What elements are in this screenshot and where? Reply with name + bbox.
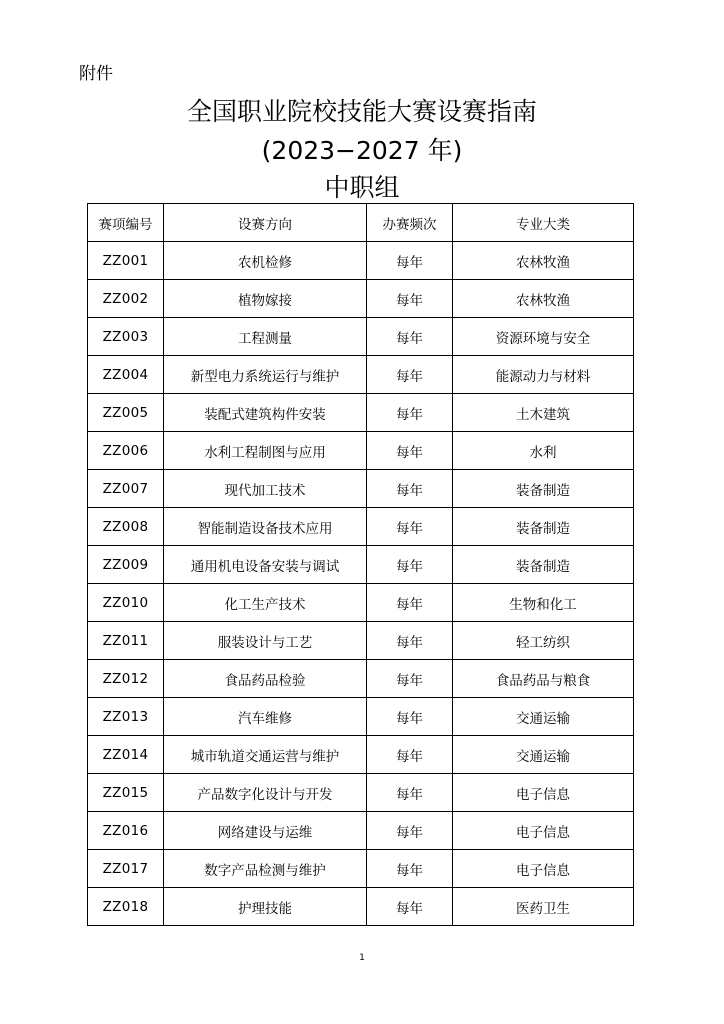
cell-direction: 农机检修 bbox=[164, 242, 367, 280]
cell-category: 装备制造 bbox=[453, 508, 634, 546]
cell-category: 医药卫生 bbox=[453, 888, 634, 926]
cell-frequency: 每年 bbox=[367, 280, 453, 318]
cell-code: ZZ014 bbox=[88, 736, 164, 774]
cell-direction: 植物嫁接 bbox=[164, 280, 367, 318]
table-row bbox=[88, 432, 634, 470]
cell-direction: 网络建设与运维 bbox=[164, 812, 367, 850]
cell-frequency: 每年 bbox=[367, 546, 453, 584]
cell-category: 资源环境与安全 bbox=[453, 318, 634, 356]
cell-frequency: 每年 bbox=[367, 356, 453, 394]
cell-code: ZZ009 bbox=[88, 546, 164, 584]
cell-direction: 水利工程制图与应用 bbox=[164, 432, 367, 470]
cell-code: ZZ008 bbox=[88, 508, 164, 546]
table-header-row bbox=[88, 204, 634, 242]
cell-category: 轻工纺织 bbox=[453, 622, 634, 660]
document-title: 全国职业院校技能大赛设赛指南 bbox=[186, 97, 537, 126]
cell-direction: 化工生产技术 bbox=[164, 584, 367, 622]
cell-code: ZZ004 bbox=[88, 356, 164, 394]
cell-direction: 工程测量 bbox=[164, 318, 367, 356]
cell-direction: 通用机电设备安装与调试 bbox=[164, 546, 367, 584]
cell-category: 食品药品与粮食 bbox=[453, 660, 634, 698]
cell-frequency: 每年 bbox=[367, 850, 453, 888]
cell-direction: 数字产品检测与维护 bbox=[164, 850, 367, 888]
cell-code: ZZ017 bbox=[88, 850, 164, 888]
cell-code: ZZ006 bbox=[88, 432, 164, 470]
cell-frequency: 每年 bbox=[367, 470, 453, 508]
cell-direction: 装配式建筑构件安装 bbox=[164, 394, 367, 432]
table-row bbox=[88, 736, 634, 774]
competition-table bbox=[87, 203, 634, 926]
cell-category: 水利 bbox=[453, 432, 634, 470]
table-row bbox=[88, 242, 634, 280]
header-category: 专业大类 bbox=[453, 204, 634, 242]
cell-frequency: 每年 bbox=[367, 812, 453, 850]
table-body bbox=[88, 242, 634, 926]
cell-code: ZZ015 bbox=[88, 774, 164, 812]
cell-direction: 产品数字化设计与开发 bbox=[164, 774, 367, 812]
table-row bbox=[88, 584, 634, 622]
table-row bbox=[88, 356, 634, 394]
cell-category: 装备制造 bbox=[453, 546, 634, 584]
cell-frequency: 每年 bbox=[367, 242, 453, 280]
cell-frequency: 每年 bbox=[367, 888, 453, 926]
cell-code: ZZ012 bbox=[88, 660, 164, 698]
cell-direction: 智能制造设备技术应用 bbox=[164, 508, 367, 546]
cell-category: 能源动力与材料 bbox=[453, 356, 634, 394]
table-row bbox=[88, 850, 634, 888]
cell-frequency: 每年 bbox=[367, 584, 453, 622]
cell-frequency: 每年 bbox=[367, 508, 453, 546]
cell-code: ZZ016 bbox=[88, 812, 164, 850]
cell-category: 农林牧渔 bbox=[453, 280, 634, 318]
cell-code: ZZ001 bbox=[88, 242, 164, 280]
cell-frequency: 每年 bbox=[367, 432, 453, 470]
cell-frequency: 每年 bbox=[367, 394, 453, 432]
document-period: (2023−2027 年) bbox=[261, 136, 463, 165]
cell-code: ZZ002 bbox=[88, 280, 164, 318]
cell-category: 生物和化工 bbox=[453, 584, 634, 622]
cell-direction: 护理技能 bbox=[164, 888, 367, 926]
page-number: 1 bbox=[359, 953, 365, 963]
cell-category: 电子信息 bbox=[453, 774, 634, 812]
cell-direction: 新型电力系统运行与维护 bbox=[164, 356, 367, 394]
table-row bbox=[88, 280, 634, 318]
cell-code: ZZ005 bbox=[88, 394, 164, 432]
cell-direction: 汽车维修 bbox=[164, 698, 367, 736]
cell-frequency: 每年 bbox=[367, 660, 453, 698]
cell-category: 农林牧渔 bbox=[453, 242, 634, 280]
table-row bbox=[88, 660, 634, 698]
table-row bbox=[88, 318, 634, 356]
cell-category: 交通运输 bbox=[453, 698, 634, 736]
cell-code: ZZ018 bbox=[88, 888, 164, 926]
cell-category: 电子信息 bbox=[453, 850, 634, 888]
table-row bbox=[88, 508, 634, 546]
cell-code: ZZ013 bbox=[88, 698, 164, 736]
cell-category: 电子信息 bbox=[453, 812, 634, 850]
cell-category: 土木建筑 bbox=[453, 394, 634, 432]
cell-frequency: 每年 bbox=[367, 736, 453, 774]
header-direction: 设赛方向 bbox=[164, 204, 367, 242]
cell-category: 装备制造 bbox=[453, 470, 634, 508]
cell-direction: 服装设计与工艺 bbox=[164, 622, 367, 660]
table-row bbox=[88, 470, 634, 508]
attachment-label: 附件 bbox=[79, 64, 113, 84]
cell-direction: 城市轨道交通运营与维护 bbox=[164, 736, 367, 774]
cell-frequency: 每年 bbox=[367, 622, 453, 660]
cell-code: ZZ011 bbox=[88, 622, 164, 660]
cell-code: ZZ003 bbox=[88, 318, 164, 356]
header-frequency: 办赛频次 bbox=[367, 204, 453, 242]
cell-code: ZZ007 bbox=[88, 470, 164, 508]
table-row bbox=[88, 622, 634, 660]
table-row bbox=[88, 888, 634, 926]
table-row bbox=[88, 774, 634, 812]
cell-direction: 现代加工技术 bbox=[164, 470, 367, 508]
cell-frequency: 每年 bbox=[367, 698, 453, 736]
cell-frequency: 每年 bbox=[367, 318, 453, 356]
table-row bbox=[88, 812, 634, 850]
header-code: 赛项编号 bbox=[88, 204, 164, 242]
cell-code: ZZ010 bbox=[88, 584, 164, 622]
document-group: 中职组 bbox=[324, 173, 400, 202]
table-row bbox=[88, 546, 634, 584]
cell-direction: 食品药品检验 bbox=[164, 660, 367, 698]
cell-frequency: 每年 bbox=[367, 774, 453, 812]
table-row bbox=[88, 394, 634, 432]
cell-category: 交通运输 bbox=[453, 736, 634, 774]
table-row bbox=[88, 698, 634, 736]
